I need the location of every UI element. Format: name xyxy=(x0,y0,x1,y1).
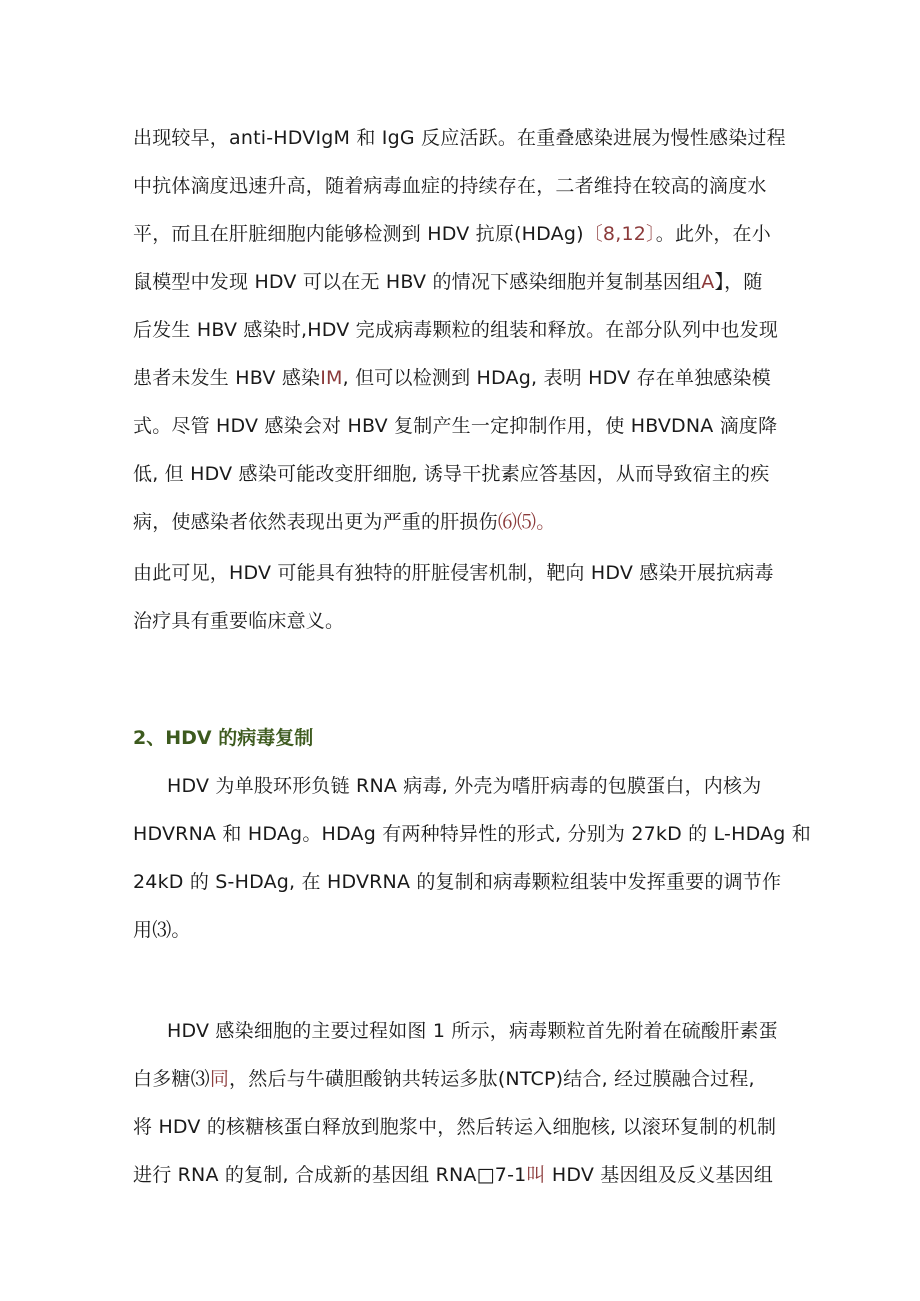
text-line: 中抗体滴度迅速升高，随着病毒血症的持续存在，二者维持在较高的滴度水 xyxy=(133,175,767,197)
text-segment: HDV 基因组及反义基因组 xyxy=(545,1164,774,1186)
paragraph-infection-course xyxy=(133,114,793,546)
text-segment: 进行 RNA 的复制, 合成新的基因组 RNA□7-1 xyxy=(133,1164,527,1186)
text-segment: 病，使感染者依然表现出更为严重的肝损伤 xyxy=(133,511,498,533)
text-segment: 鼠模型中发现 HDV 可以在无 HBV 的情况下感染细胞并复制基因组 xyxy=(133,271,702,293)
text-segment: 平，而且在肝脏细胞内能够检测到 HDV 抗原(HDAg) xyxy=(133,223,584,245)
text-line xyxy=(133,258,793,306)
text-segment: 患者未发生 HBV 感染 xyxy=(133,367,321,389)
text-line: 式。尽管 HDV 感染会对 HBV 复制产生一定抑制作用，使 HBVDNA 滴度降 xyxy=(133,415,778,437)
citation: 〔8,12〕 xyxy=(583,223,656,245)
text-segment: 】，随 xyxy=(714,271,763,293)
paragraph-infection-process xyxy=(133,1007,793,1199)
text-line xyxy=(133,1055,793,1103)
text-line xyxy=(133,1151,793,1199)
text-line xyxy=(133,210,793,258)
text-line: HDVRNA 和 HDAg。HDAg 有两种特异性的形式, 分别为 27kD 的 L-HDAg 和 xyxy=(133,823,811,845)
text-segment: 。此外，在小 xyxy=(655,223,771,245)
text-line: 用⑶。 xyxy=(133,919,191,941)
text-line: HDV 为单股环形负链 RNA 病毒, 外壳为嗜肝病毒的包膜蛋白，内核为 xyxy=(167,775,762,797)
text-line: 后发生 HBV 感染时,HDV 完成病毒颗粒的组装和释放。在部分队列中也发现 xyxy=(133,319,779,341)
text-line: HDV 感染细胞的主要过程如图 1 所示，病毒颗粒首先附着在硫酸肝素蛋 xyxy=(167,1020,778,1042)
text-line: 由此可见，HDV 可能具有独特的肝脏侵害机制，靶向 HDV 感染开展抗病毒 xyxy=(133,562,774,584)
text-line: 低, 但 HDV 感染可能改变肝细胞, 诱导干扰素应答基因，从而导致宿主的疾 xyxy=(133,463,770,485)
text-line xyxy=(133,354,793,402)
text-line: 24kD 的 S-HDAg, 在 HDVRNA 的复制和病毒颗粒组装中发挥重要的调节作 xyxy=(133,871,782,893)
citation: 同 xyxy=(209,1068,230,1090)
citation: A xyxy=(701,271,715,293)
text-line xyxy=(133,498,793,546)
citation: ⑹⑸。 xyxy=(497,511,556,533)
citation: 叫 xyxy=(526,1164,546,1186)
section-heading: 2、HDV 的病毒复制 xyxy=(133,727,314,749)
text-segment: , 但可以检测到 HDAg, 表明 HDV 存在单独感染模 xyxy=(342,367,771,389)
paragraph-conclusion xyxy=(133,549,793,645)
text-segment: ，然后与牛磺胆酸钠共转运多肽(NTCP)结合, 经过膜融合过程, xyxy=(229,1068,755,1090)
text-segment: 白多糖⑶ xyxy=(133,1068,210,1090)
citation: IM xyxy=(320,367,343,389)
text-line: 将 HDV 的核糖核蛋白释放到胞浆中，然后转运入细胞核, 以滚环复制的机制 xyxy=(133,1116,777,1138)
paragraph-virus-structure xyxy=(133,762,811,954)
text-line: 治疗具有重要临床意义。 xyxy=(133,610,345,632)
text-line: 出现较早，anti-HDVIgM 和 IgG 反应活跃。在重叠感染进展为慢性感染过程 xyxy=(133,127,786,149)
